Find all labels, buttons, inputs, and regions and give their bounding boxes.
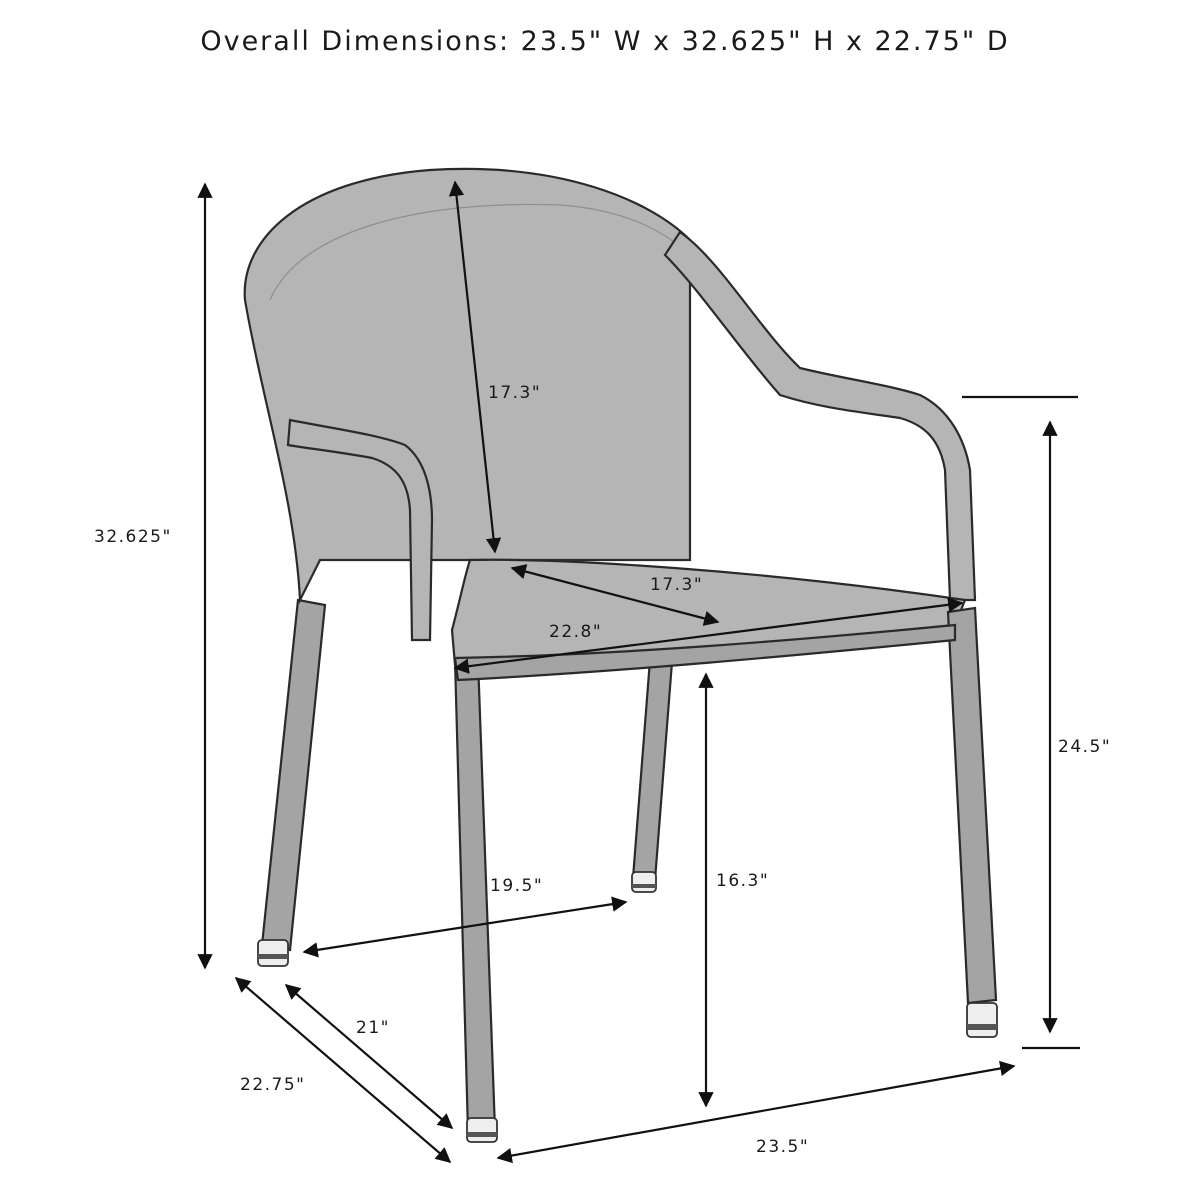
overall-width-label: 23.5" [756, 1137, 810, 1157]
overall-dimensions-title: Overall Dimensions: 23.5" W x 32.625" H x 22.75" D [200, 26, 1010, 57]
seat-depth-label: 17.3" [650, 575, 704, 595]
back-left-leg [262, 600, 325, 950]
leg-caps [258, 872, 997, 1142]
arm-height-label: 24.5" [1058, 737, 1112, 757]
overall-depth-line [236, 978, 450, 1162]
back-height-label: 17.3" [488, 383, 542, 403]
inner-depth-label: 21" [356, 1018, 390, 1038]
overall-depth-label: 22.75" [240, 1075, 306, 1095]
wicker-chair [245, 169, 997, 1142]
seat-width-label: 22.8" [549, 622, 603, 642]
front-left-leg [455, 660, 495, 1132]
inner-leg-span-label: 19.5" [490, 876, 544, 896]
front-right-leg [948, 608, 996, 1003]
inner-depth-line [286, 985, 452, 1128]
chair-backrest [245, 169, 690, 600]
overall-height-label: 32.625" [94, 527, 172, 547]
back-right-leg [633, 660, 672, 880]
right-armrest [665, 232, 975, 600]
seat-height-label: 16.3" [716, 871, 770, 891]
